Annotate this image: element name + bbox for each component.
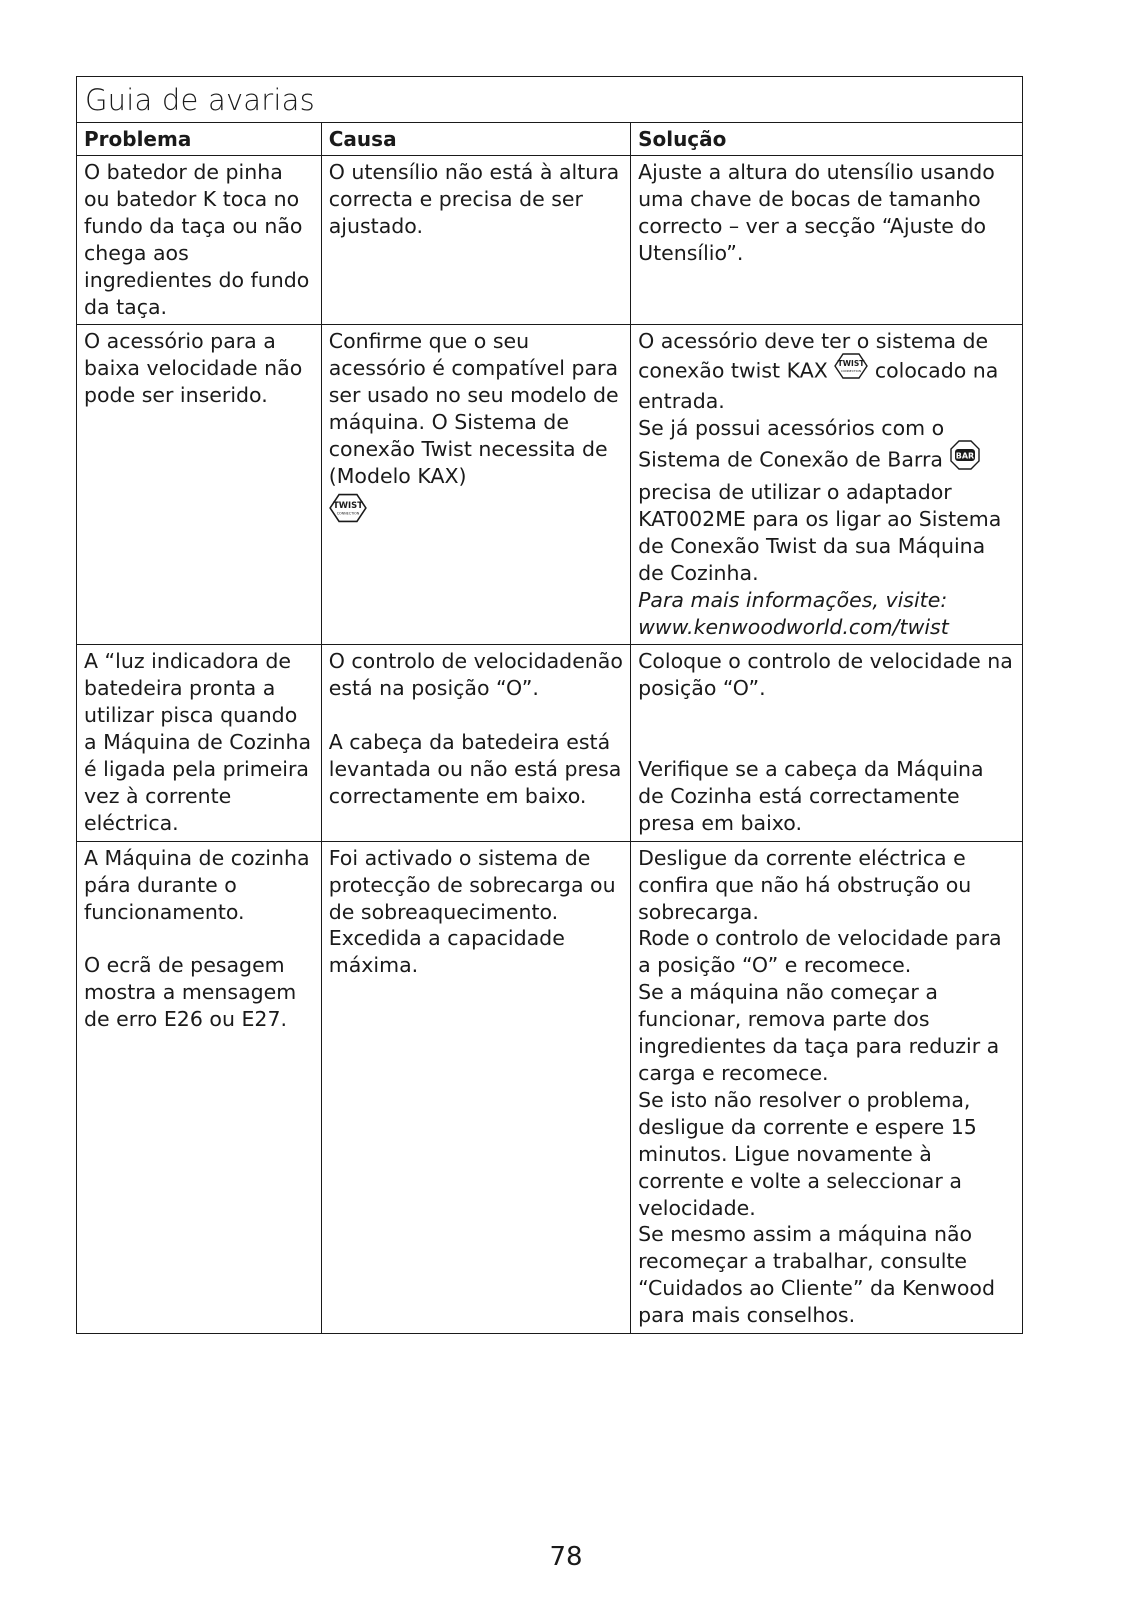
- solution-more-info: Para mais informações, visite: www.kenwoodworld.com/twist: [638, 587, 949, 639]
- solution-paragraph-2: [638, 415, 1015, 586]
- header-problem: Problema: [84, 127, 192, 151]
- solution-cell: [631, 325, 1022, 645]
- solution-text-1a: O acessório deve ter o sistema de conexão twist KAX: [638, 329, 989, 383]
- bar-icon-label: BAR: [955, 451, 974, 461]
- problem-cell: [77, 841, 321, 1333]
- twist-icon-label: TWIST: [332, 499, 363, 510]
- cause-cell: [321, 645, 630, 841]
- cause-text: A cabeça da batedeira está levantada ou não está presa correctamente em baixo.: [328, 730, 622, 808]
- solution-text: Rode o controlo de velocidade para a posição “O” e recomece.: [638, 926, 1002, 978]
- cause-text: Confirme que o seu acessório é compatível para ser usado no seu modelo de máquina. O Sistema de conexão Twist necessita de (Modelo KAX): [328, 329, 619, 488]
- table-row: [77, 156, 1022, 325]
- table-header-row: [77, 123, 1022, 156]
- cause-text: O controlo de velocidadenão está na posição “O”.: [328, 649, 623, 701]
- problem-cell: A “luz indicadora de batedeira pronta a utilizar pisca quando a Máquina de Cozinha é ligada pela primeira vez à corrente eléctrica.: [77, 645, 321, 841]
- problem-text: O ecrã de pesagem mostra a mensagem de erro E26 ou E27.: [84, 953, 297, 1032]
- twist-connection-icon-graphic: [834, 353, 868, 379]
- cause-cell: Foi activado o sistema de protecção de sobrecarga ou de sobreaquecimento. Excedida a capacidade máxima.: [321, 841, 630, 1333]
- problem-text: A Máquina de cozinha pára durante o funcionamento.: [84, 845, 310, 924]
- table-row: [77, 325, 1022, 645]
- problem-cell: O acessório para a baixa velocidade não pode ser inserido.: [77, 325, 321, 645]
- cause-cell: [321, 325, 630, 645]
- troubleshooting-guide: [76, 76, 1023, 1334]
- guide-title: Guia de avarias: [77, 77, 1022, 123]
- solution-cell: [631, 841, 1022, 1333]
- twist-connection-icon-graphic: [329, 490, 367, 526]
- solution-text: Se isto não resolver o problema, desligue da corrente e espere 15 minutos. Ligue novamente à corrente e volte a seleccionar a velocidade.: [638, 1087, 977, 1220]
- troubleshooting-table: [77, 123, 1022, 1333]
- twist-icon-sublabel: CONNECTION: [336, 511, 360, 516]
- header-cause: Causa: [321, 123, 630, 156]
- solution-text-1b: colocado na entrada.: [638, 358, 999, 414]
- solution-text: Verifique se a cabeça da Máquina de Cozinha está correctamente presa em baixo.: [638, 757, 984, 835]
- solution-text: Se mesmo assim a máquina não recomeçar a trabalhar, consulte “Cuidados ao Cliente” da Kenwood para mais conselhos.: [638, 1222, 995, 1328]
- twist-connection-icon: [329, 490, 623, 533]
- problem-cell: O batedor de pinha ou batedor K toca no fundo da taça ou não chega aos ingredientes do fundo da taça.: [77, 156, 321, 325]
- solution-text: Desligue da corrente eléctrica e confira que não há obstrução ou sobrecarga.: [638, 845, 972, 924]
- twist-icon-sublabel: CONNECTION: [841, 369, 862, 374]
- bar-connection-icon-graphic: [950, 440, 980, 470]
- solution-cell: [631, 645, 1022, 841]
- bar-connection-icon: [950, 440, 980, 477]
- solution-cell: Ajuste a altura do utensílio usando uma chave de bocas de tamanho correcto – ver a secção “Ajuste do Utensílio”.: [631, 156, 1022, 325]
- twist-icon-label: TWIST: [837, 359, 865, 369]
- table-row: [77, 841, 1022, 1333]
- solution-text-2a: Se já possui acessórios com o Sistema de Conexão de Barra: [638, 416, 945, 472]
- twist-connection-icon: [834, 353, 868, 386]
- solution-text: Coloque o controlo de velocidade na posição “O”.: [638, 649, 1013, 701]
- cause-cell: O utensílio não está à altura correcta e precisa de ser ajustado.: [321, 156, 630, 325]
- header-solution: Solução: [631, 123, 1022, 156]
- solution-text-2b: precisa de utilizar o adaptador KAT002ME para os ligar ao Sistema de Conexão Twist da sua Máquina de Cozinha.: [638, 479, 1002, 585]
- page-number: 78: [549, 1542, 583, 1572]
- table-row: [77, 645, 1022, 841]
- solution-text: Se a máquina não começar a funcionar, remova parte dos ingredientes da taça para reduzir a carga e recomece.: [638, 980, 1000, 1085]
